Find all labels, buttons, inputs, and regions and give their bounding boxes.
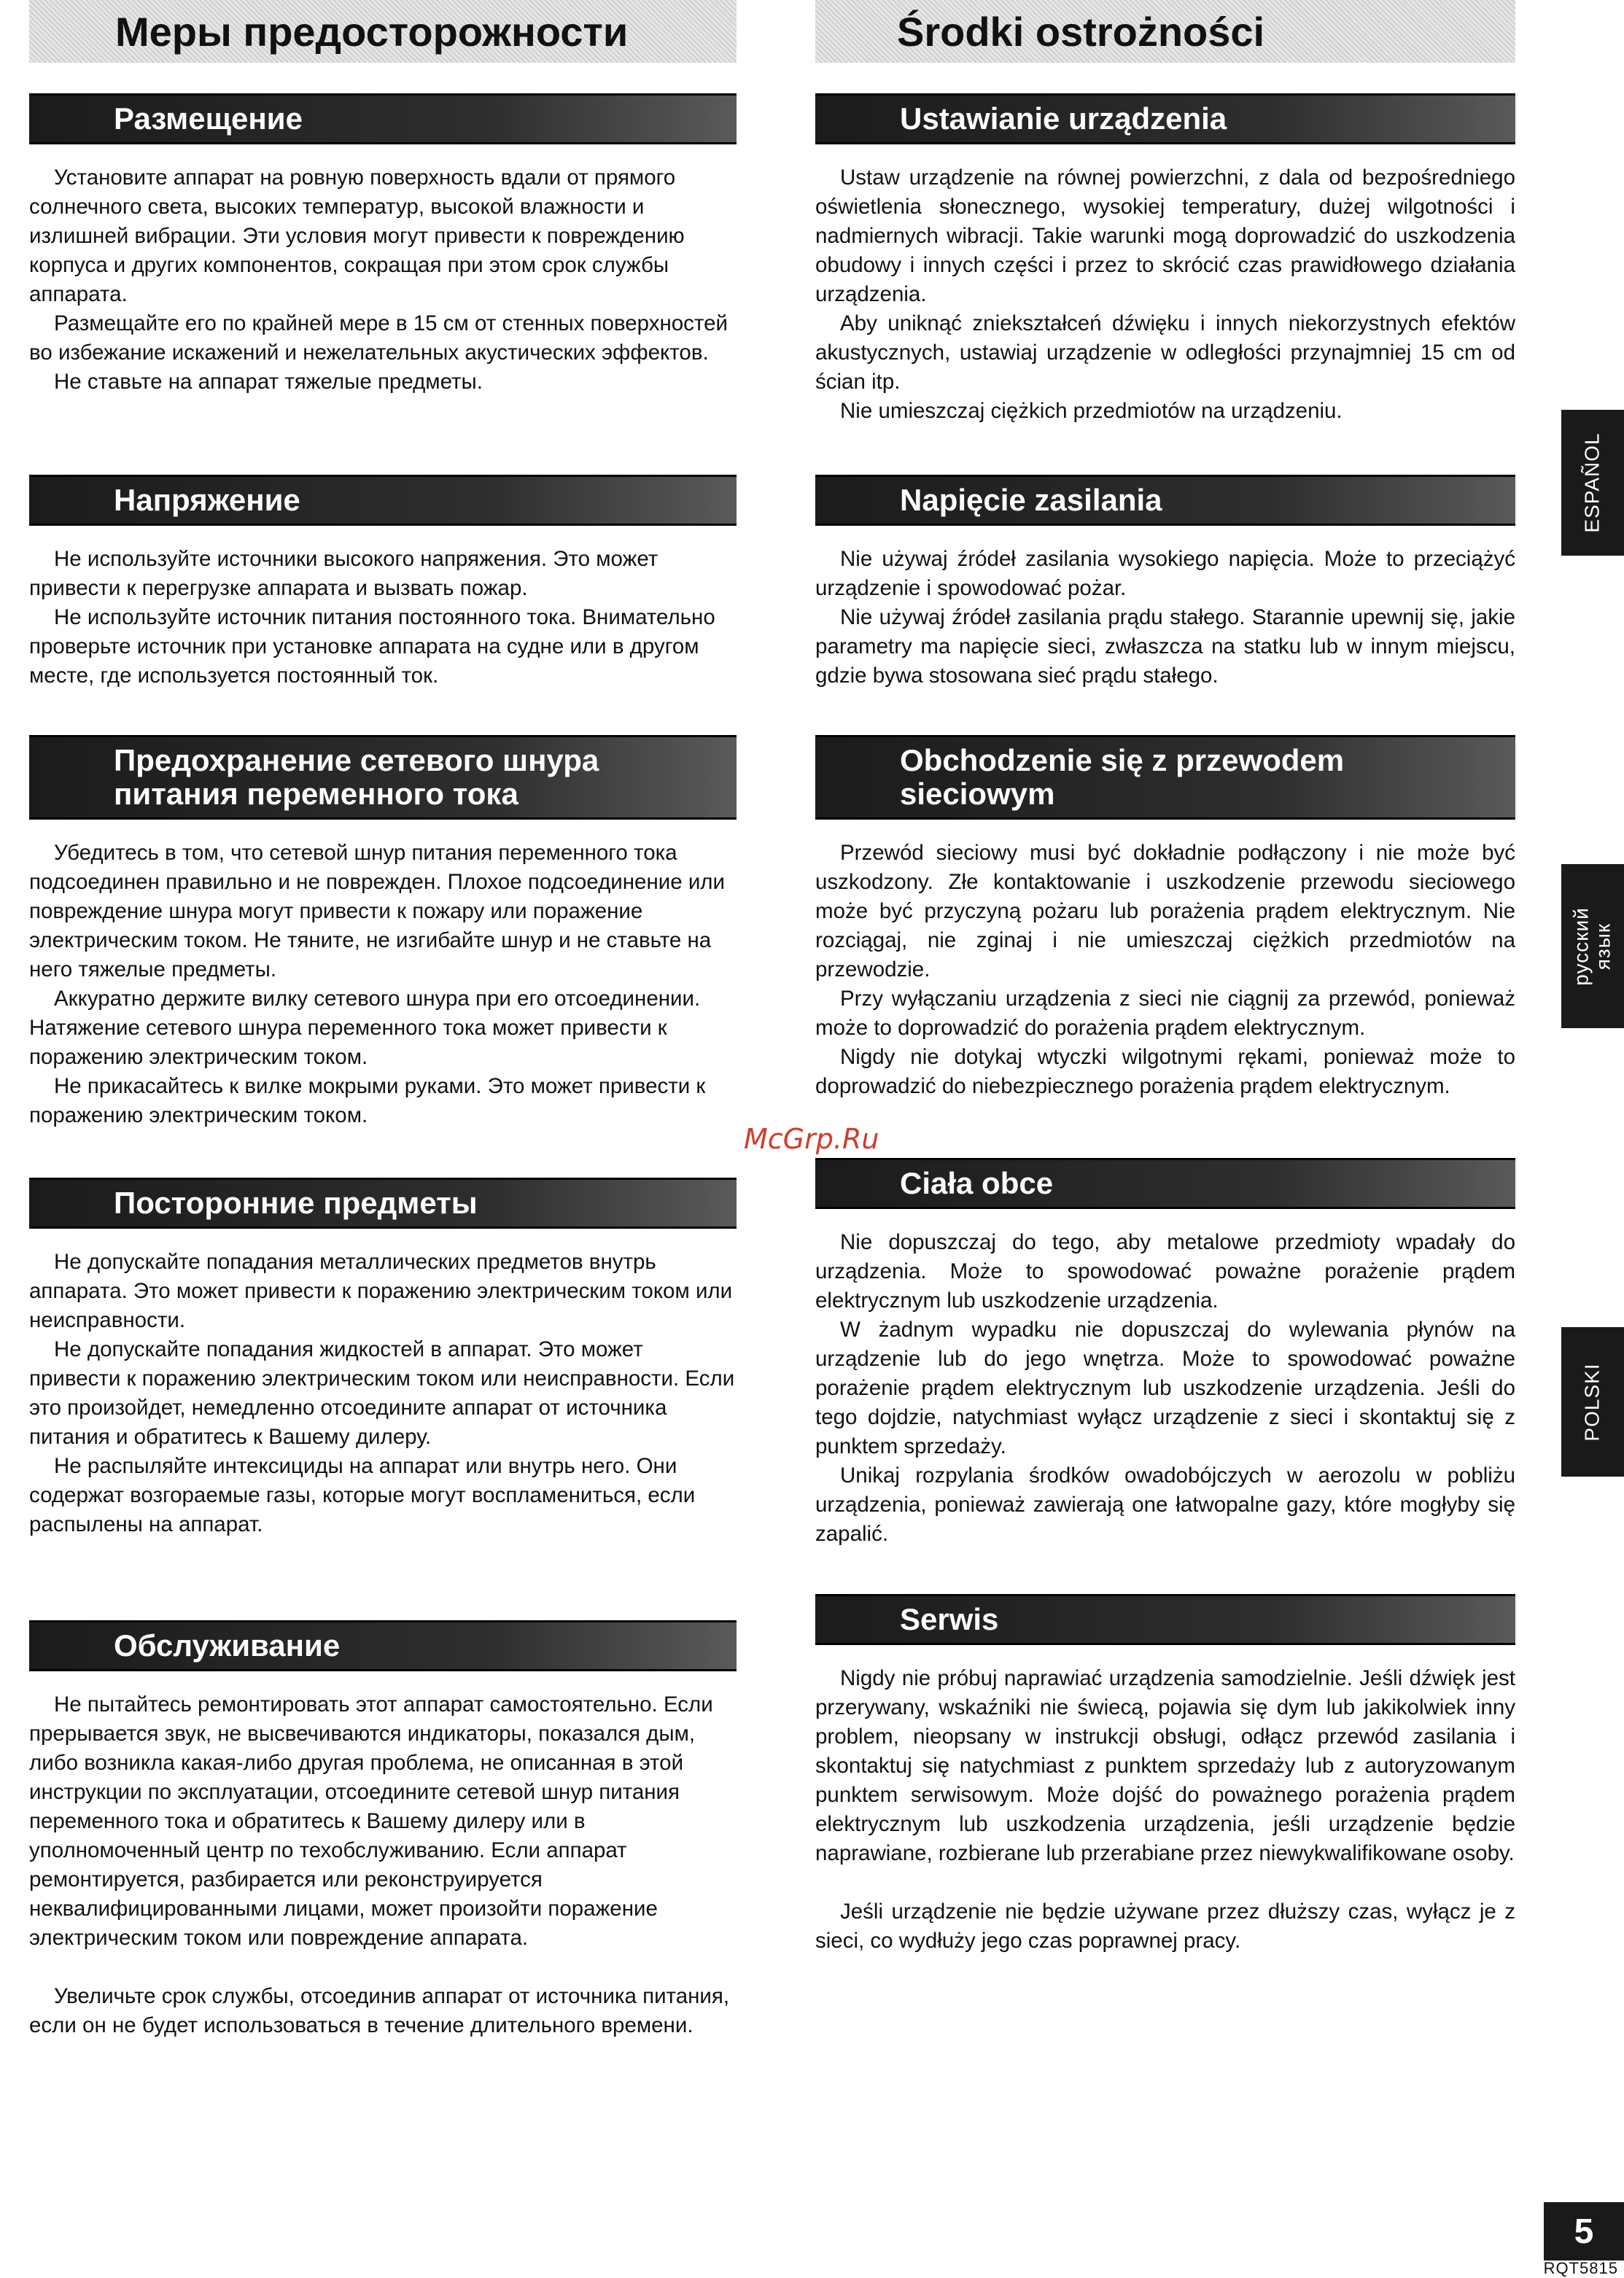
section-placement-pl [815,93,1515,426]
section-heading: Напряжение [29,475,737,526]
paragraph: Nie umieszczaj ciężkich przedmiotów na urządzeniu. [840,399,1343,423]
section-body [815,1664,1515,1956]
paragraph: Установите аппарат на ровную поверхность вдали от прямого солнечного света, высоких температур, высокой влажности и излишней вибрации. Эти условия могут привести к повреждению корпуса и других компонентов, сокращая при этом срок службы аппарата. [29,166,685,306]
page-number: 5 [1544,2202,1624,2260]
section-voltage-pl [815,475,1515,691]
polish-column [815,0,1515,2276]
paragraph: Ustaw urządzenie na równej powierzchni, z dala od bezpośredniego oświetlenia słonecznego, wysokiej temperatury, dużej wilgotności i nadmiernych wibracji. Takie warunki mogą doprowadzić do uszkodzenia obudowy i innych części i przez to skrócić czas prawidłowego działania urządzenia. [815,166,1515,306]
paragraph: Nie dopuszczaj do tego, aby metalowe przedmioty wpadały do urządzenia. Może to spowodować poważne porażenie prądem elektrycznym lub uszkodzenie urządzenia. [815,1230,1515,1313]
section-body [815,545,1515,691]
section-foreign-objects-ru [29,1178,737,1539]
paragraph: Nigdy nie dotykaj wtyczki wilgotnymi rękami, ponieważ może to doprowadzić do niebezpiecznego porażenia prądem elektrycznym. [815,1045,1515,1098]
paragraph: Убедитесь в том, что сетевой шнур питания переменного тока подсоединен правильно и не поврежден. Плохое подсоединение или повреждение шнура могут привести к пожару или поражение электрическим током. Не тяните, не изгибайте шнур и не ставьте на него тяжелые предметы. [29,841,725,981]
paragraph: Przewód sieciowy musi być dokładnie podłączony i nie może być uszkodzony. Złe kontaktowanie i uszkodzenie przewodu sieciowego może być przyczyną pożaru lub porażenia prądem elektrycznym. Nie rozciągaj, nie zginaj i nie umieszczaj ciężkich przedmiotów na przewodzie. [815,841,1515,981]
russian-column [29,0,737,2276]
section-heading: Napięcie zasilania [815,475,1515,526]
paragraph: Размещайте его по крайней мере в 15 см от стенных поверхностей во избежание искажений и нежелательных акустических эффектов. [29,311,728,365]
page-title-russian: Меры предосторожности [29,0,737,63]
language-tab-label: ESPAÑOL [1581,432,1604,533]
paragraph: Не прикасайтесь к вилке мокрыми руками. Это может привести к поражению электрическим током. [29,1074,706,1127]
language-tab-polski[interactable] [1561,1327,1624,1477]
paragraph: Не используйте источник питания постоянного тока. Внимательно проверьте источник при установке аппарата на судне или в другом месте, где используется постоянный ток. [29,605,715,688]
paragraph: Не используйте источники высокого напряжения. Это может привести к перегрузке аппарата и вызвать пожар. [29,547,658,600]
section-body [29,1248,737,1539]
section-heading: Обслуживание [29,1620,737,1671]
section-heading: Serwis [815,1594,1515,1645]
paragraph: Jeśli urządzenie nie będzie używane przez dłuższy czas, wyłącz je z sieci, co wydłuży jego czas poprawnej pracy. [815,1900,1515,1953]
section-body [29,163,737,397]
section-heading: Ciała obce [815,1158,1515,1209]
paragraph: Не допускайте попадания жидкостей в аппарат. Это может привести к поражению электрическим током или неисправности. Если это произойдет, немедленно отсоедините аппарат от источника питания и обратитесь к Вашему дилеру. [29,1337,735,1449]
section-heading: Посторонние предметы [29,1178,737,1229]
paragraph: Nigdy nie próbuj naprawiać urządzenia samodzielnie. Jeśli dźwięk jest przerywany, wskaźniki nie świecą, pojawia się dym lub jakikolwiek inny problem, nieopsany w instrukcji obsługi, odłącz przewód zasilania i skontaktuj się natychmiast z punktem sprzedaży lub z autoryzowanym punktem serwisowym. Może dojść do poważnego porażenia prądem elektrycznym lub uszkodzenia urządzenia, jeśli urządzenie będzie naprawiane, rozbierane lub przerabiane przez niewykwalifikowane osoby. [815,1666,1515,1865]
paragraph: Не ставьте на аппарат тяжелые предметы. [54,370,483,394]
section-heading: Obchodzenie się z przewodem sieciowym [815,735,1515,820]
section-body [29,839,737,1130]
section-heading: Предохранение сетевого шнура питания переменного тока [29,735,737,820]
paragraph: Увеличьте срок службы, отсоединив аппарат от источника питания, если он не будет использоваться в течение длительного времени. [29,1984,730,2037]
paragraph: W żadnym wypadku nie dopuszczaj do wylewania płynów na urządzenie lub do jego wnętrza. Może to spowodować poważne porażenie prądem elektrycznym lub uszkodzenie urządzenia. Jeśli do tego dojdzie, natychmiast wyłącz urządzenie z sieci i skontaktuj się z punktem sprzedaży. [815,1318,1515,1458]
paragraph: Aby uniknąć zniekształceń dźwięku i innych niekorzystnych efektów akustycznych, ustawiaj urządzenie w odległości przynajmniej 15 cm od ścian itp. [815,311,1515,394]
paragraph: Nie używaj źródeł zasilania wysokiego napięcia. Może to przeciążyć urządzenie i spowodować pożar. [815,547,1515,600]
paragraph: Nie używaj źródeł zasilania prądu stałego. Starannie upewnij się, jakie parametry ma napięcie sieci, zwłaszcza na statku lub w innym miejscu, gdzie bywa stosowana sieć prądu stałego. [815,605,1515,688]
language-tab-espanol[interactable] [1561,410,1624,556]
section-service-pl [815,1594,1515,1956]
model-code: RQT5815 [1543,2259,1618,2277]
section-power-cord-pl [815,735,1515,1101]
paragraph: Аккуратно держите вилку сетевого шнура при его отсоединении. Натяжение сетевого шнура переменного тока может привести к поражению электрическим током. [29,987,701,1069]
paragraph: Не распыляйте интексициды на аппарат или внутрь него. Они содержат возгораемые газы, которые могут воспламениться, если распылены на аппарат. [29,1454,696,1536]
paragraph: Unikaj rozpylania środków owadobójczych w aerozolu w pobliżu urządzenia, ponieważ zawierają one łatwopalne gazy, które mogłyby się zapalić. [815,1463,1515,1546]
watermark: McGrp.Ru [744,1123,879,1155]
paragraph: Не допускайте попадания металлических предметов внутрь аппарата. Это может привести к поражению электрическим током или неисправности. [29,1250,733,1332]
section-body [815,163,1515,426]
section-placement-ru [29,93,737,397]
paragraph: Przy wyłączaniu urządzenia z sieci nie ciągnij za przewód, ponieważ może to doprowadzić do porażenia prądem elektrycznym. [815,987,1515,1040]
section-heading: Ustawianie urządzenia [815,93,1515,144]
section-foreign-objects-pl [815,1158,1515,1549]
section-voltage-ru [29,475,737,691]
section-heading: Размещение [29,93,737,144]
section-service-ru [29,1620,737,2040]
section-body [29,1690,737,2040]
paragraph: Не пытайтесь ремонтировать этот аппарат самостоятельно. Если прерывается звук, не высвечиваются индикаторы, показался дым, либо возникла какая-либо другая проблема, не описанная в этой инструкции по эксплуатации, отсоедините сетевой шнур питания переменного тока и обратитесь к Вашему дилеру или в уполномоченный центр по техобслуживанию. Если аппарат ремонтируется, разбирается или реконструируется неквалифицированными лицами, может произойти поражение электрическим током или повреждение аппарата. [29,1692,713,1950]
page-title-polish: Środki ostrożności [815,0,1515,63]
language-tab-label: русский язык [1570,906,1615,986]
section-body [815,839,1515,1101]
section-body [815,1228,1515,1549]
section-body [29,545,737,691]
language-tab-label: POLSKI [1581,1362,1604,1442]
section-power-cord-ru [29,735,737,1130]
language-tab-russian[interactable] [1561,864,1624,1028]
